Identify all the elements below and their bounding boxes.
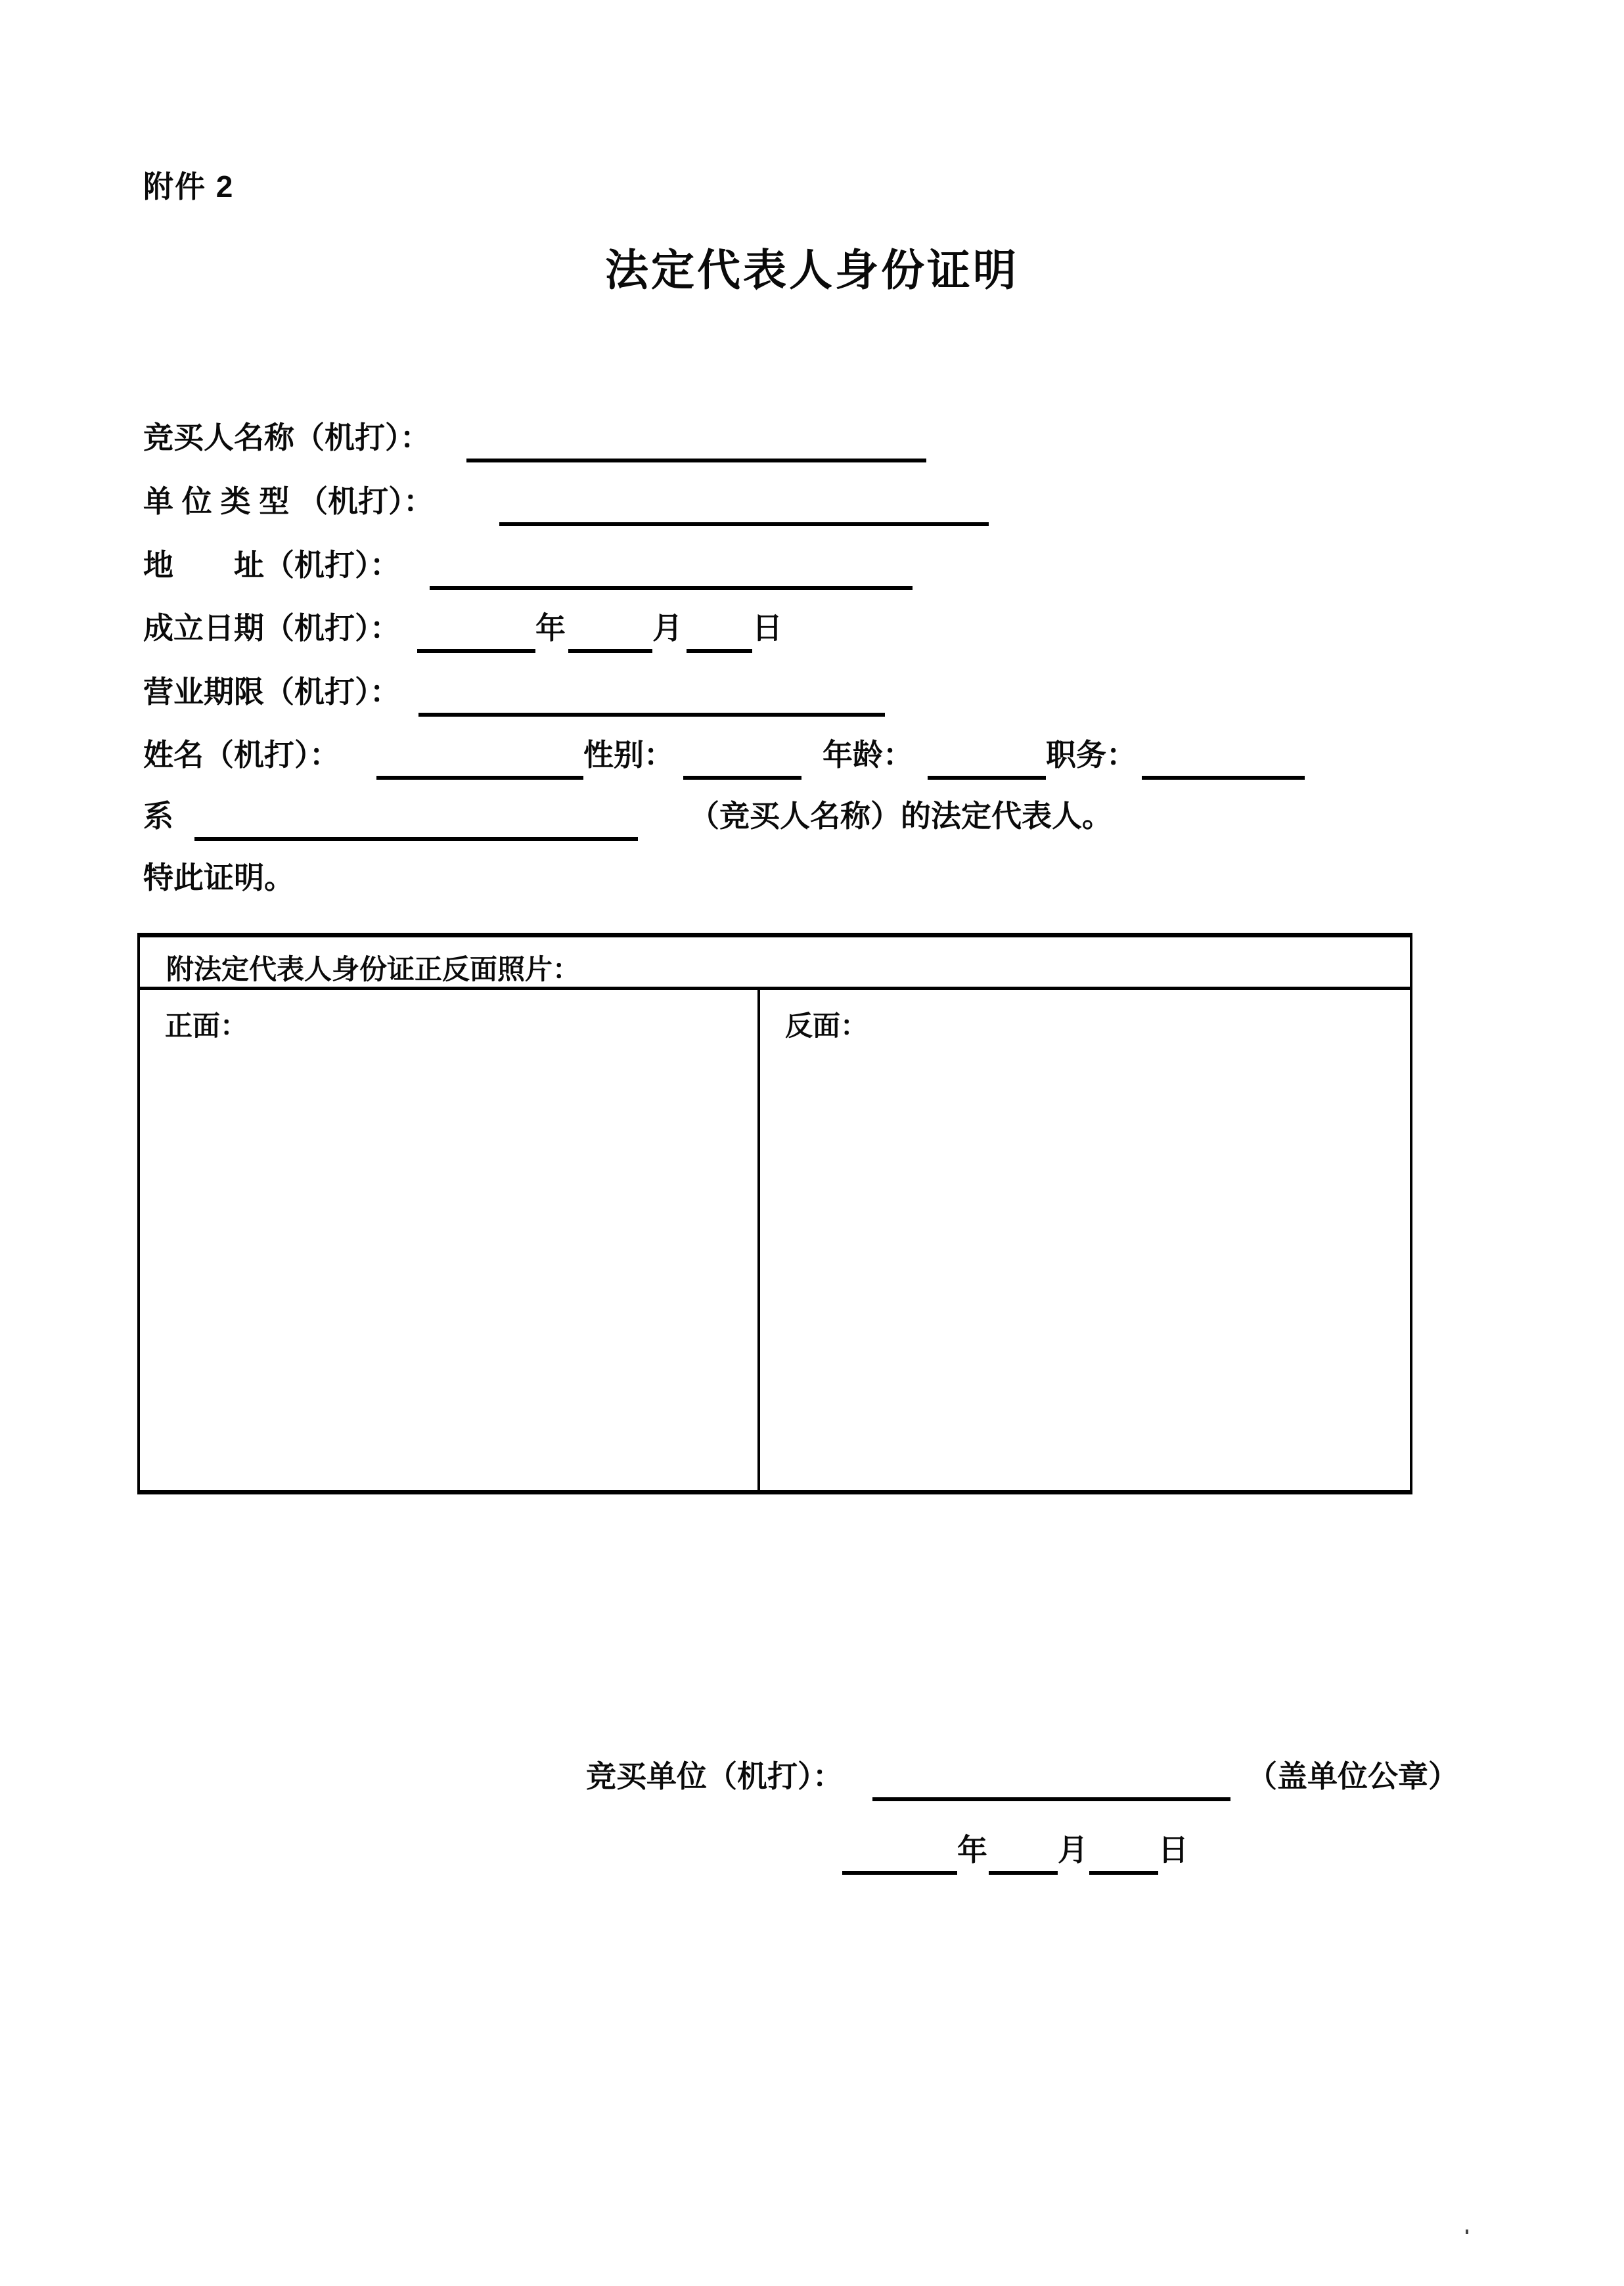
id-front-photo-cell xyxy=(140,990,760,1490)
field-line-business-term xyxy=(143,668,885,711)
bidder-name-blank xyxy=(466,455,926,462)
photo-table-body xyxy=(140,990,1410,1490)
establish-day-blank xyxy=(687,645,752,653)
establish-year-blank xyxy=(417,645,535,653)
age-label: 年龄： xyxy=(823,738,913,772)
establish-date-label: 成立日期（机打）： xyxy=(143,611,400,645)
position-blank xyxy=(1142,772,1305,780)
age-blank xyxy=(928,772,1046,780)
attachment-label: 附件 2 xyxy=(143,169,235,204)
establish-month-blank xyxy=(568,645,652,653)
certify-statement-line xyxy=(143,854,294,897)
footer-year-suffix: 年 xyxy=(957,1833,987,1867)
gender-blank xyxy=(683,772,801,780)
footer-year-blank xyxy=(842,1867,957,1875)
front-label: 正面： xyxy=(165,1010,248,1041)
relation-prefix: 系 xyxy=(143,799,173,833)
field-line-unit-type xyxy=(143,478,989,521)
bidding-unit-blank xyxy=(872,1793,1230,1801)
relation-company-blank xyxy=(194,833,638,841)
certify-statement: 特此证明。 xyxy=(143,861,294,895)
footer-day-blank xyxy=(1089,1867,1158,1875)
footer-day-suffix: 日 xyxy=(1158,1833,1188,1867)
relation-suffix: （竞买人名称）的法定代表人。 xyxy=(689,799,1112,833)
seal-note: （盖单位公章） xyxy=(1247,1759,1458,1793)
page-title: 法定代表人身份证明 xyxy=(605,246,1019,294)
unit-type-blank xyxy=(499,518,989,526)
photo-table-header: 附法定代表人身份证正反面照片： xyxy=(140,937,1410,990)
field-line-person-info xyxy=(143,731,1305,774)
unit-type-label: 单 位 类 型 （机打）： xyxy=(143,484,434,518)
footer-month-suffix: 月 xyxy=(1058,1833,1088,1867)
id-back-photo-cell xyxy=(760,990,1410,1490)
month-suffix: 月 xyxy=(652,611,683,645)
field-line-bidder-name xyxy=(143,414,926,457)
year-suffix: 年 xyxy=(535,611,566,645)
name-blank xyxy=(376,772,583,780)
gender-label: 性别： xyxy=(583,738,674,772)
name-label: 姓名（机打）： xyxy=(143,738,340,772)
field-line-relation xyxy=(143,792,1112,836)
footer-unit-line xyxy=(586,1753,1458,1796)
business-term-label: 营业期限（机打）： xyxy=(143,675,400,709)
id-photo-table xyxy=(137,933,1412,1494)
position-label: 职务： xyxy=(1046,738,1137,772)
scan-artifact-dot xyxy=(1466,2230,1468,2234)
field-line-address xyxy=(143,541,913,585)
back-label: 反面： xyxy=(785,1010,868,1041)
footer-month-blank xyxy=(989,1867,1058,1875)
field-line-establish-date xyxy=(143,604,782,648)
business-term-blank xyxy=(418,709,885,717)
address-label: 地 址（机打）： xyxy=(143,548,400,582)
bidding-unit-label: 竞买单位（机打）： xyxy=(586,1759,843,1793)
day-suffix: 日 xyxy=(752,611,782,645)
bidder-name-label: 竞买人名称（机打）： xyxy=(143,420,430,455)
footer-date-line xyxy=(842,1826,1188,1870)
address-blank xyxy=(430,582,913,590)
